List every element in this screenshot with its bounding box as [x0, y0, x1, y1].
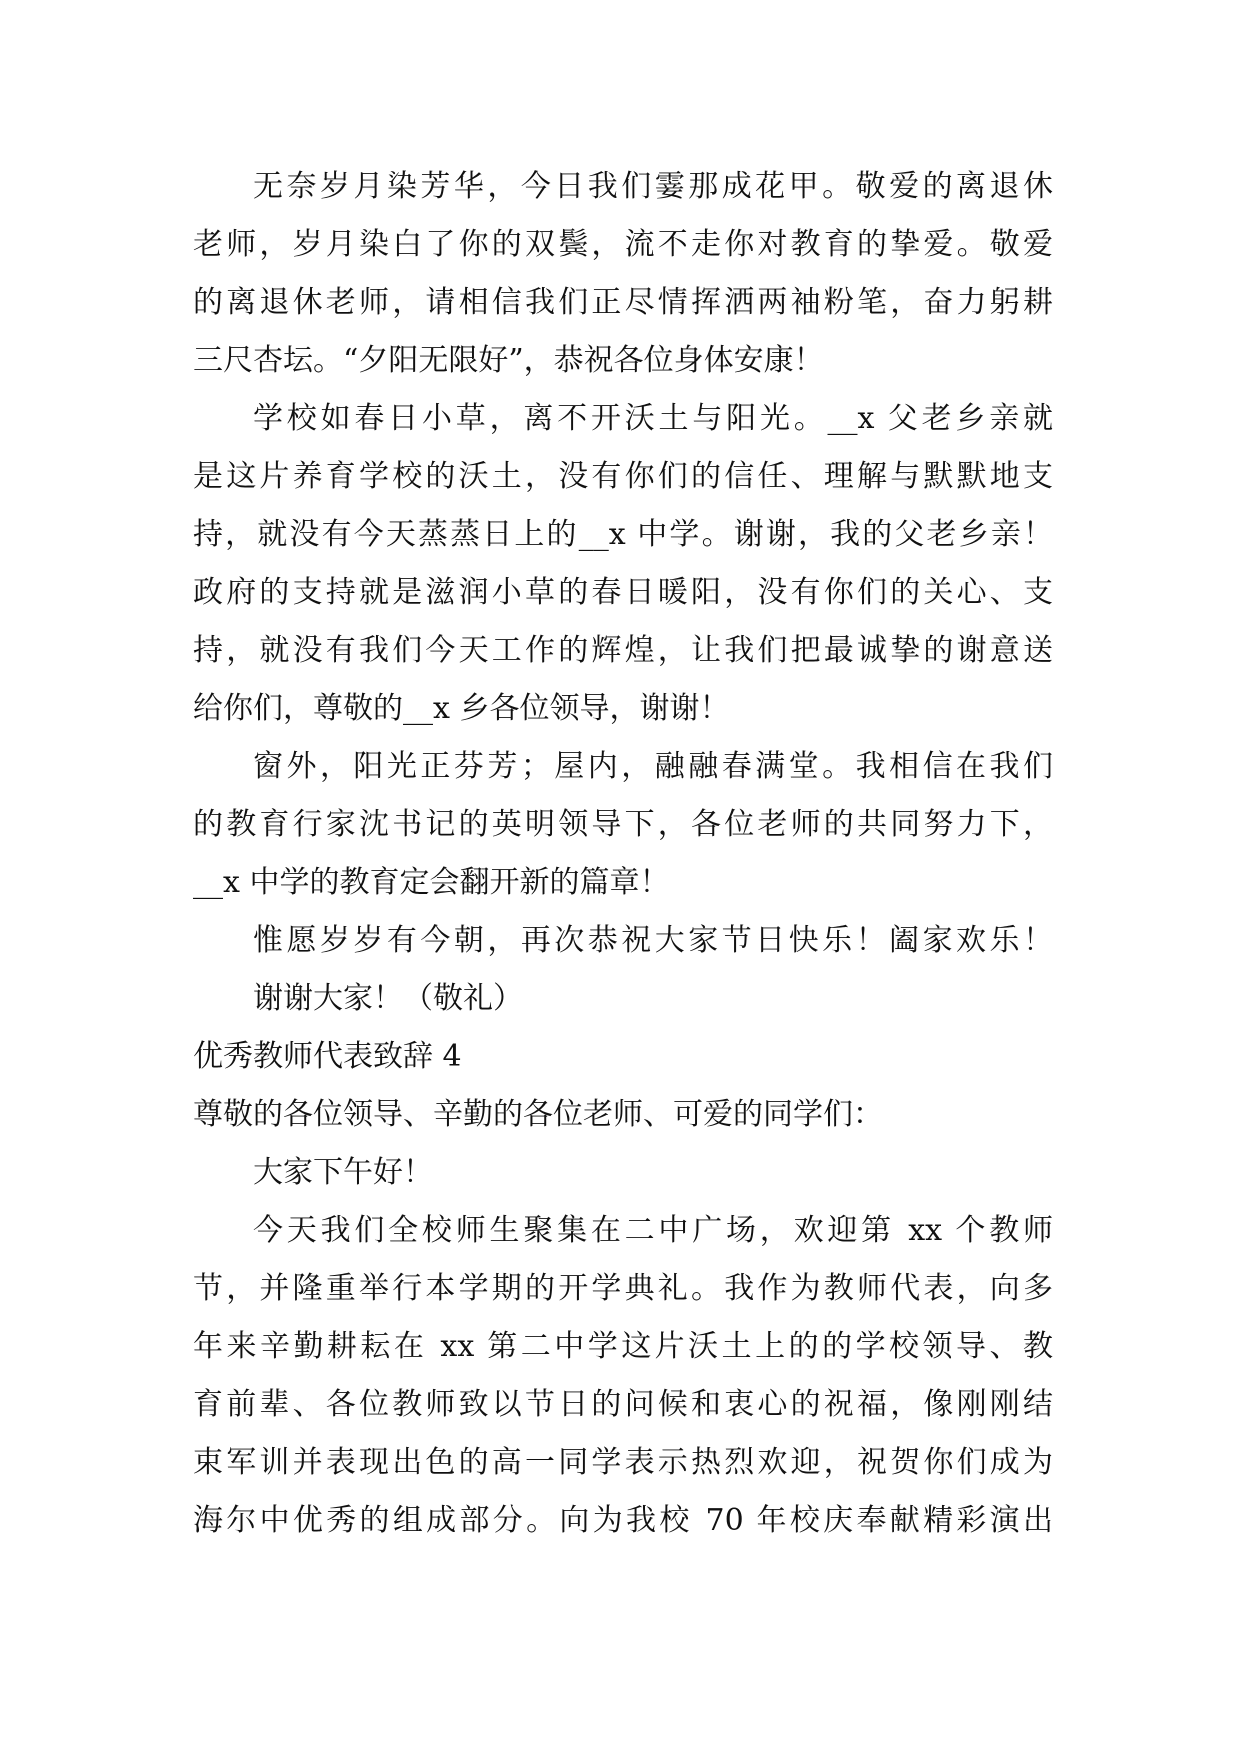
text-line: 是这片养育学校的沃土，没有你们的信任、理解与默默地支: [193, 459, 1053, 494]
greeting: 大家下午好！: [253, 1155, 433, 1190]
text-line: 政府的支持就是滋润小草的春日暖阳，没有你们的关心、支: [193, 575, 1053, 610]
text-line: 束军训并表现出色的高一同学表示热烈欢迎，祝贺你们成为: [193, 1445, 1053, 1480]
text-line: 持，就没有我们今天工作的辉煌，让我们把最诚挚的谢意送: [193, 633, 1053, 668]
text-line: 海尔中优秀的组成部分。向为我校 70 年校庆奉献精彩演出: [193, 1503, 1053, 1538]
text-line: 今天我们全校师生聚集在二中广场，欢迎第 xx 个教师: [253, 1213, 1053, 1248]
text-line: 的离退休老师，请相信我们正尽情挥洒两袖粉笔，奋力躬耕: [193, 285, 1053, 320]
section-heading: 优秀教师代表致辞 4: [193, 1039, 462, 1074]
text-line: 的教育行家沈书记的英明领导下，各位老师的共同努力下，: [193, 807, 1053, 842]
text-line: 年来辛勤耕耘在 xx 第二中学这片沃土上的的学校领导、教: [193, 1329, 1053, 1364]
text-line: 给你们，尊敬的__x 乡各位领导，谢谢！: [193, 691, 730, 726]
text-line: 节，并隆重举行本学期的开学典礼。我作为教师代表，向多: [193, 1271, 1053, 1306]
text-line: 无奈岁月染芳华，今日我们霎那成花甲。敬爱的离退休: [253, 169, 1053, 204]
text-line: 育前辈、各位教师致以节日的问候和衷心的祝福，像刚刚结: [193, 1387, 1053, 1422]
text-line: 三尺杏坛。“夕阳无限好”，恭祝各位身体安康！: [193, 343, 824, 378]
text-line: 持，就没有今天蒸蒸日上的__x 中学。谢谢，我的父老乡亲！: [193, 517, 1053, 552]
text-line: 窗外，阳光正芬芳；屋内，融融春满堂。我相信在我们: [253, 749, 1053, 784]
text-line: 老师，岁月染白了你的双鬓，流不走你对教育的挚爱。敬爱: [193, 227, 1053, 262]
salutation: 尊敬的各位领导、辛勤的各位老师、可爱的同学们：: [193, 1097, 883, 1132]
text-line: __x 中学的教育定会翻开新的篇章！: [193, 865, 670, 900]
closing-line: 谢谢大家！（敬礼）: [253, 981, 523, 1016]
text-line: 学校如春日小草，离不开沃土与阳光。__x 父老乡亲就: [253, 401, 1053, 436]
text-line: 惟愿岁岁有今朝，再次恭祝大家节日快乐！阖家欢乐！: [253, 923, 1053, 958]
